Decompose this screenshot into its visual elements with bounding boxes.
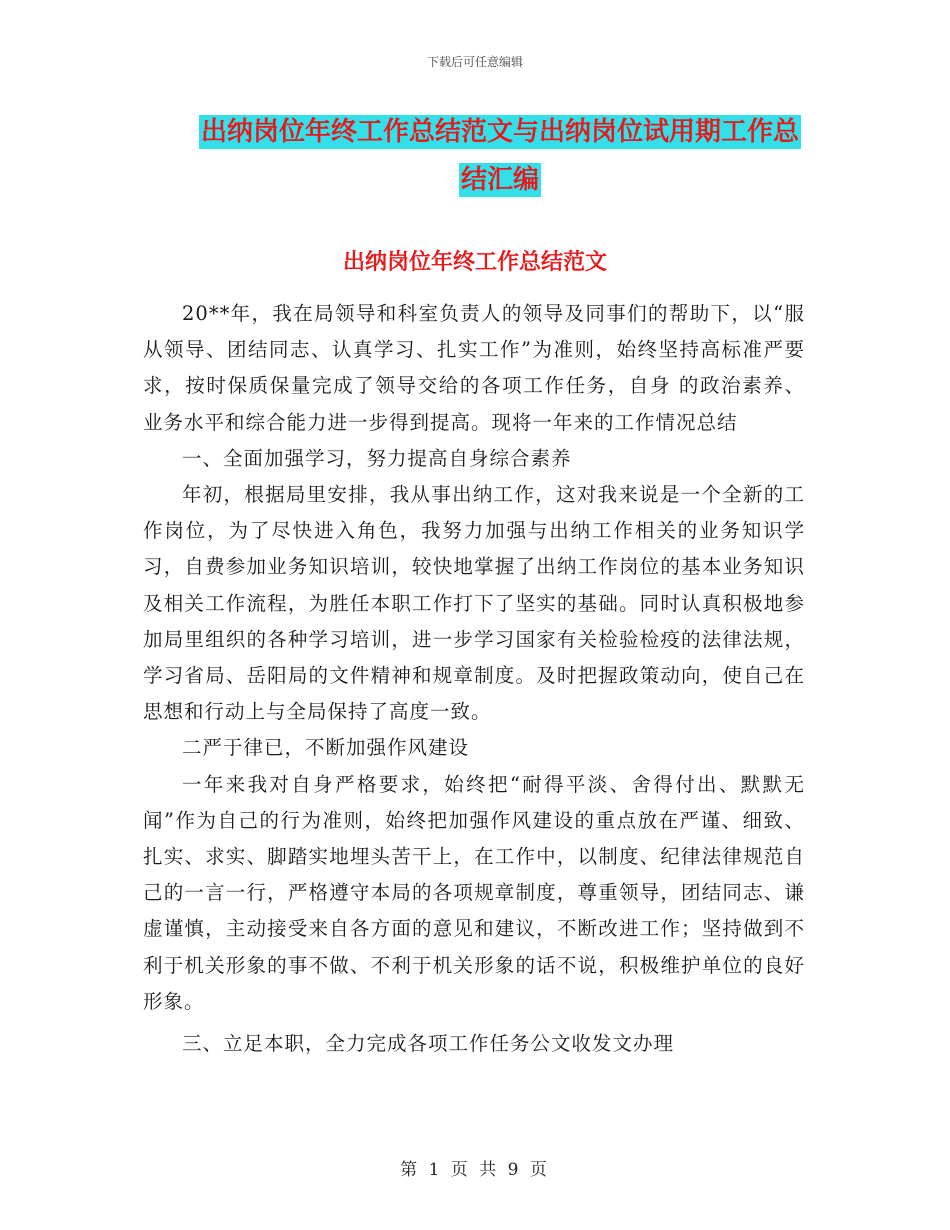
document-title-line-2: 结汇编 (460, 165, 539, 195)
header-note: 下载后可任意编辑 (426, 55, 523, 69)
document-title-line-1: 出纳岗位年终工作总结范文与出纳岗位试用期工作总 (200, 117, 799, 147)
section-title: 出纳岗位年终工作总结范文 (342, 250, 607, 275)
paragraph-discipline: 一年来我对自身严格要求，始终把“耐得平淡、舍得付出、默默无闻”作为自己的行为准则，始终把加强作风建设的重点放在严谨、细致、扎实、求实、脚踏实地埋头苦干上，在工作中，以制度、纪律法律规范自己的一言一行，严格遵守本局的各项规章制度，尊重领导，团结同志、谦虚谨慎，主动接受来自各方面的意见和建议，不断改进工作；坚持做到不利于机关形象的事不做、不利于机关形象的话不说，积极维护单位的良好形象。 (143, 772, 805, 1013)
page-number: 第 1 页 共 9 页 (400, 1160, 550, 1180)
heading-study: 一、全面加强学习，努力提高自身综合素养 (182, 446, 572, 470)
paragraph-study: 年初，根据局里安排，我从事出纳工作，这对我来说是一个全新的工作岗位，为了尽快进入角色，我努力加强与出纳工作相关的业务知识学习，自费参加业务知识培训，较快地掌握了出纳工作岗位的基本业务知识及相关工作流程，为胜任本职工作打下了坚实的基础。同时认真积极地参加局里组织的各种学习培训，进一步学习国家有关检验检疫的法律法规，学习省局、岳阳局的文件精神和规章制度。及时把握政策动向，使自己在思想和行动上与全局保持了高度一致。 (143, 483, 805, 724)
paragraph-intro: 20**年，我在局领导和科室负责人的领导及同事们的帮助下，以“服从领导、团结同志、认真学习、扎实工作”为准则，始终坚持高标准严要求，按时保质保量完成了领导交给的各项工作任务，自身 的政治素养、业务水平和综合能力进一步得到提高。现将一年来的工作情况总结 (143, 302, 805, 434)
heading-discipline: 二严于律已，不断加强作风建设 (182, 736, 470, 760)
document-body (143, 296, 805, 1062)
heading-duties: 三、立足本职，全力完成各项工作任务公文收发文办理 (182, 1032, 675, 1056)
document-title (140, 108, 860, 204)
